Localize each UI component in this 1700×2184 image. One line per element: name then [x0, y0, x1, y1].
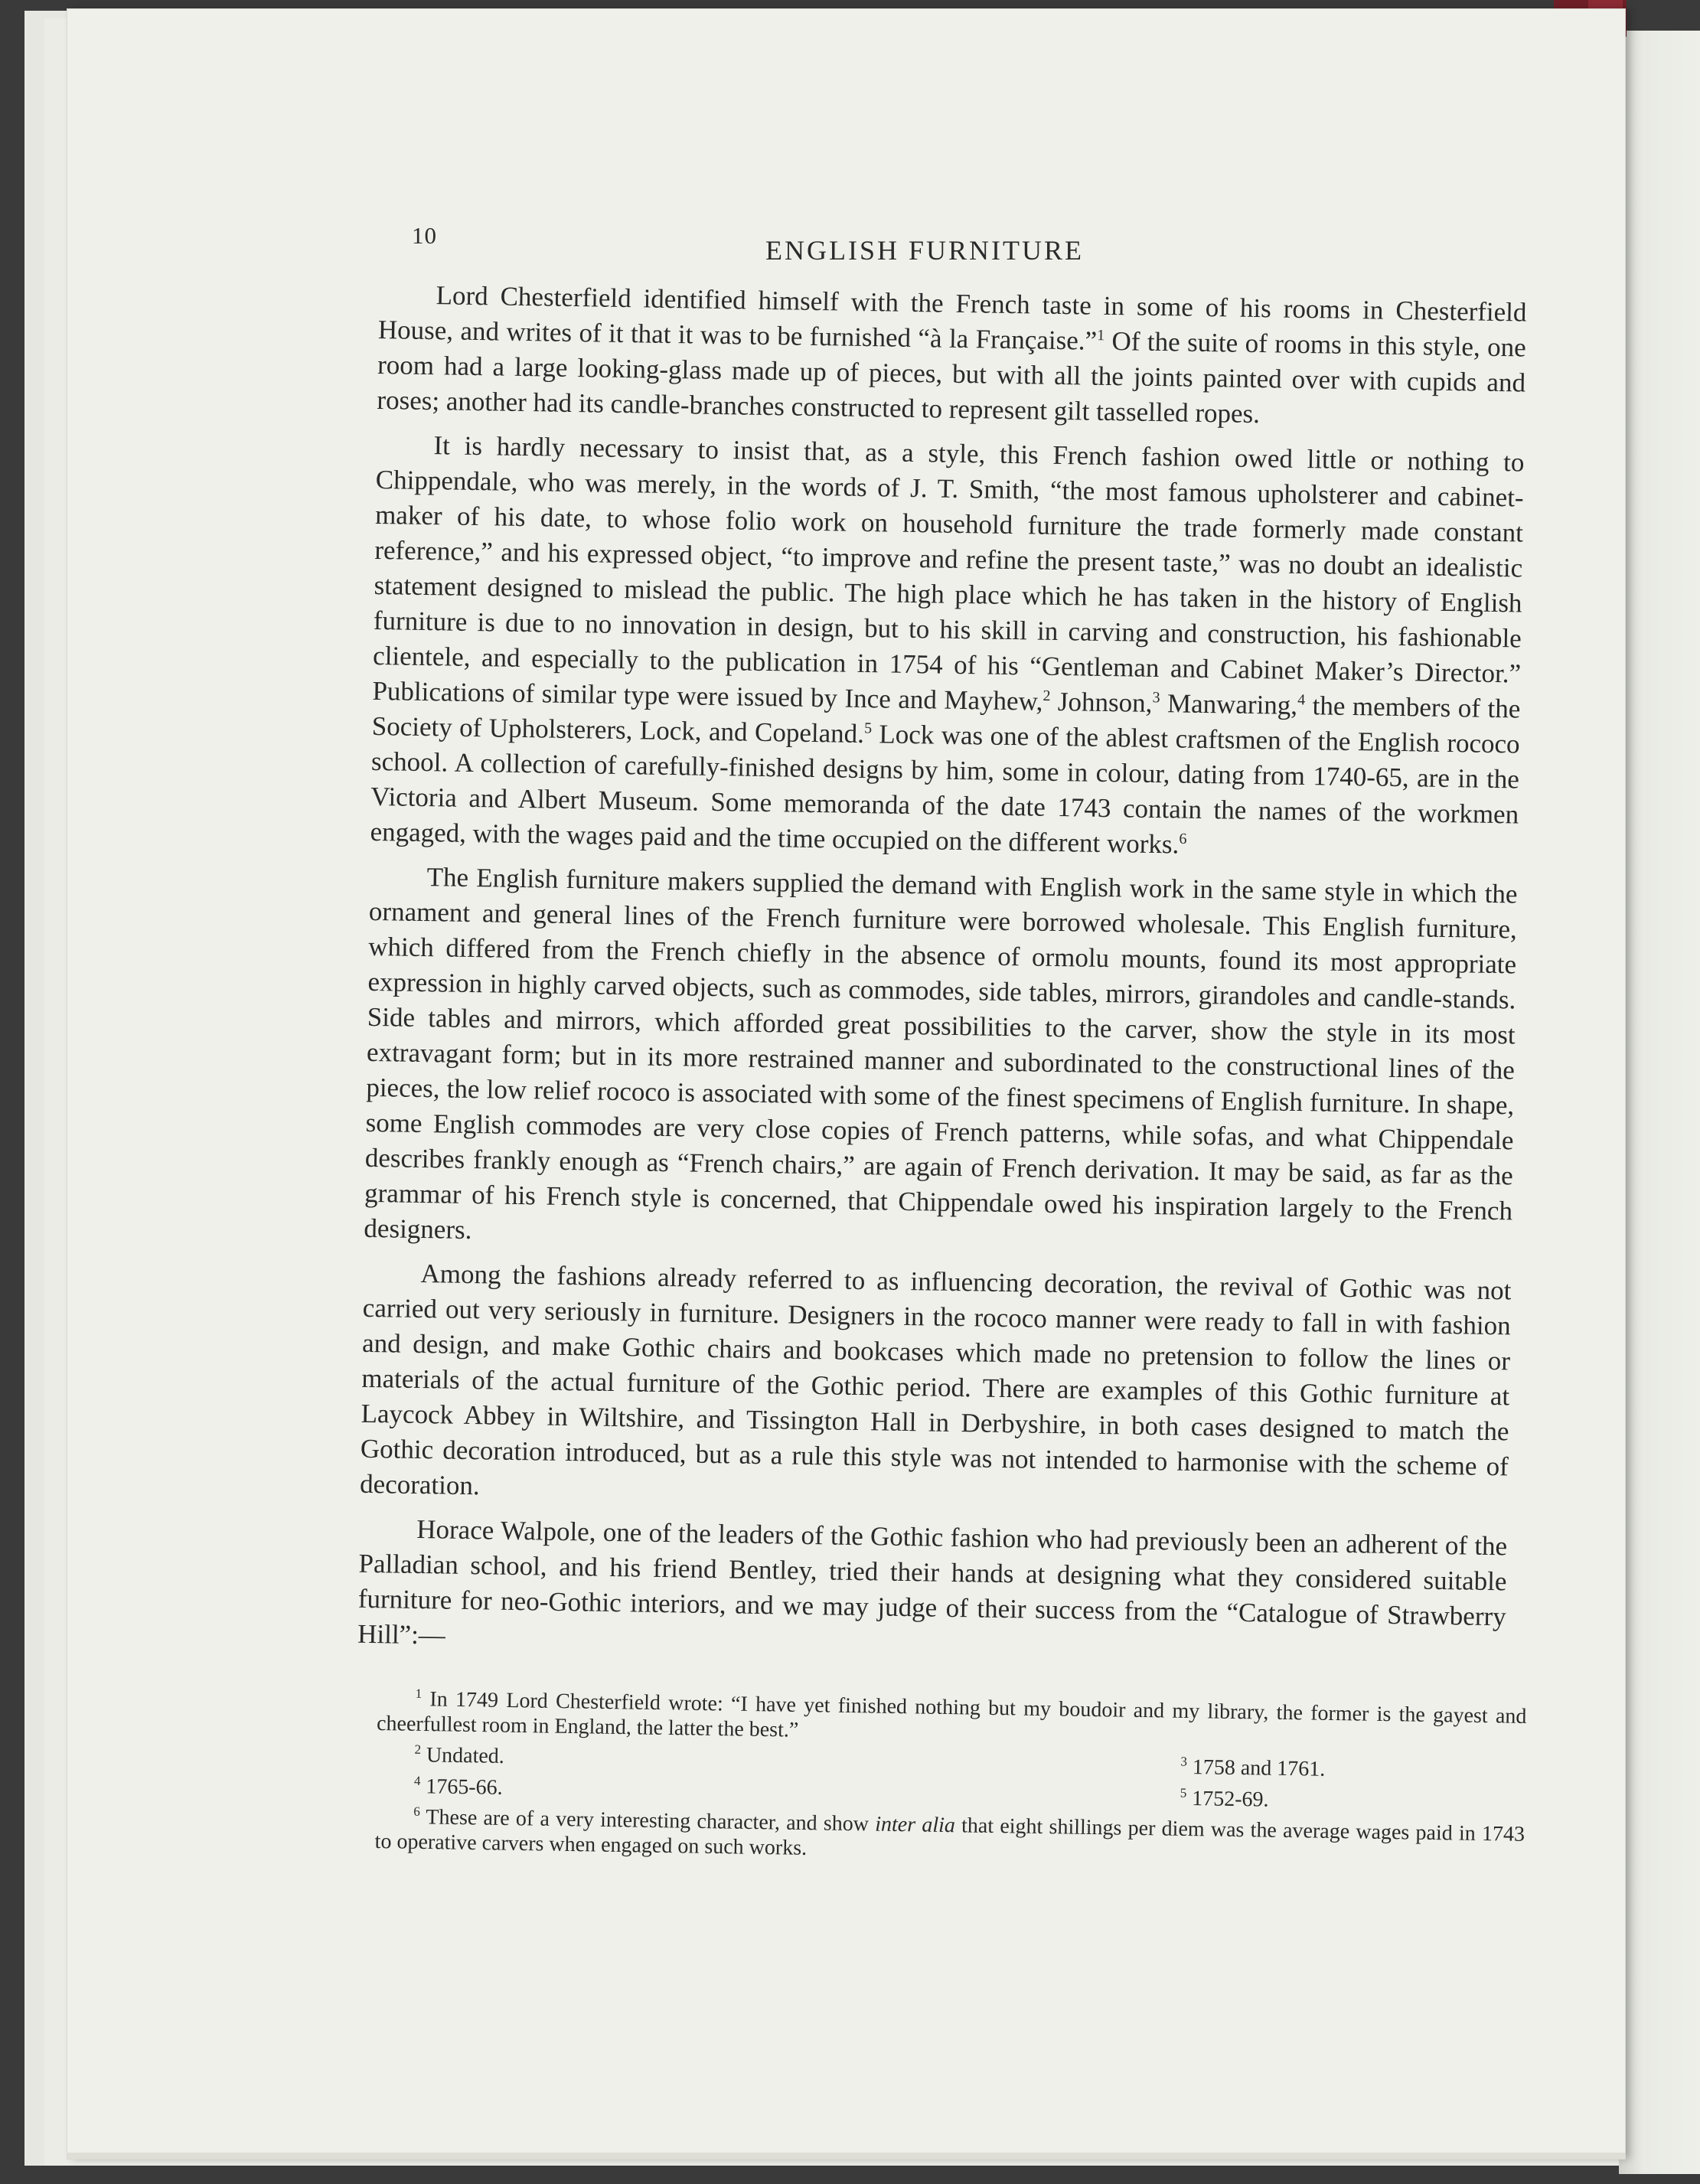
text-run: Among the fashions already referred to as influencing decoration, the revival of Gothic was not carried out very seriously in furniture. Designers in the rococo manner were ready to fall in with fashion and design, and make Gothic chairs and bookcases which made no pretension to follow the lines or materials of the actual furniture of the Gothic period. There are examples of this Gothic furniture at Laycock Abbey in Wiltshire, and Tissington Hall in Derbyshire, in both cases designed to match the Gothic decoration introduced, but as a rule this style was not intended to harmonise with the scheme of decoration.	[359, 1258, 1512, 1501]
footnote-mark: 4	[413, 1773, 421, 1788]
footnote-text: 1752-69.	[1191, 1786, 1269, 1812]
footnote-mark: 2	[414, 1742, 422, 1758]
facing-page-edge	[1619, 31, 1700, 2174]
text-run: Lord Chesterfield identified himself with the French taste in some of his rooms in Chesterfield House, and writes of it that it was to be furnished “à la Française.”	[377, 280, 1527, 356]
footnote-text: 1758 and 1761.	[1192, 1755, 1326, 1782]
paragraph	[370, 427, 1524, 867]
paragraph	[357, 1511, 1508, 1670]
text-run: Lock was one of the ablest craftsmen of the English rococo school. A collection of carefully-finished designs by him, some in colour, dating from 1740-65, are in the Victoria and Albert Museum. Some memoranda of the date 1743 contain the names of the workmen engaged, with the wages paid and the time occupied on the different works.	[370, 719, 1520, 860]
text-run: Manwaring,	[1160, 688, 1298, 720]
footnote-mark: 5	[1180, 1785, 1187, 1800]
page-number: 10	[412, 222, 437, 249]
footnote-text: that eight shillings per diem was the average wages paid in 1743 to operative carvers when engaged on such works.	[374, 1813, 1525, 1861]
footnote-text: 1765-66.	[426, 1774, 503, 1800]
text-run: the members of the Society of Upholsterers, Lock, and Copeland.	[371, 690, 1521, 749]
footnote-reference: 6	[1179, 830, 1187, 848]
footnote-text: In 1749 Lord Chesterfield wrote: “I have yet finished nothing but my boudoir and my library, the former is the gayest and cheerfullest room in England, the latter the best.”	[376, 1687, 1527, 1742]
footnote-reference: 5	[863, 720, 873, 737]
running-head: ENGLISH FURNITURE	[765, 235, 1084, 266]
footnotes	[374, 1680, 1526, 1872]
footnote-mark: 1	[415, 1686, 423, 1701]
footnote-mark: 6	[413, 1804, 420, 1819]
paragraph	[377, 277, 1527, 436]
footnote-reference: 3	[1152, 689, 1160, 707]
text-run: Johnson,	[1050, 686, 1153, 718]
paragraph	[364, 859, 1518, 1264]
footnote-text: These are of a very interesting character, and show	[426, 1805, 876, 1836]
text-run: It is hardly necessary to insist that, as a style, this French fashion owed little or nothing to Chippendale, who was merely, in the words of J. T. Smith, “the most famous upholsterer and cabinet-maker of his date, to whose folio work on household furniture the trade formerly made constant reference,” and his expressed object, “to improve and refine the present taste,” was no doubt an idealistic statement designed to mislead the public. The high place which he has taken in the history of English furniture is due to no innovation in design, but to his skill in carving and construction, his fashionable clientele, and especially to the publication in 1754 of his “Gentleman and Cabinet Maker’s Director.” Publications of similar type were issued by Ince and Mayhew,	[372, 430, 1525, 717]
footnote-reference: 4	[1297, 691, 1306, 709]
footnote-text: Undated.	[426, 1743, 505, 1769]
footnote-reference: 1	[1097, 327, 1105, 344]
paragraph	[360, 1255, 1512, 1520]
text-run: The English furniture makers supplied the demand with English work in the same style in which the ornament and general lines of the French furniture were borrowed wholesale. This English furniture, which differed from the French chiefly in the absence of ormolu mounts, found its most appropriate expression in highly carved objects, such as commodes, side tables, mirrors, girandoles and candle-stands. Side tables and mirrors, which afforded great possibilities to the carver, show the style in its most extravagant form; but in its more restrained manner and subordinated to the constructional lines of the pieces, the low relief rococo is associated with some of the finest specimens of English furniture. In shape, some English commodes are very close copies of French patterns, while sofas, and what Chippendale describes frankly enough as “French chairs,” are again of French derivation. It may be said, as far as the grammar of his French style is concerned, that Chippendale owed his inspiration largely to the French designers.	[364, 862, 1518, 1245]
body-text	[357, 277, 1527, 1679]
footnote-reference: 2	[1043, 687, 1051, 705]
footnote-emphasis: inter alia	[874, 1812, 956, 1838]
book-page-bottom-edge	[67, 2153, 1625, 2159]
text-run: Horace Walpole, one of the leaders of the Gothic fashion who had previously been an adherent of the Palladian school, and his friend Bentley, tried their hands at designing what they considered suitable furniture for neo-Gothic interiors, and we may judge of their success from the “Catalogue of Strawberry Hill”:—	[357, 1513, 1508, 1650]
footnote-mark: 3	[1180, 1754, 1188, 1769]
text-run: Of the suite of rooms in this style, one room had a large looking-glass made up of pieces, but with all the joints painted over with cupids and roses; another had its candle-branches constructed to represent gilt tasselled ropes.	[377, 325, 1527, 429]
